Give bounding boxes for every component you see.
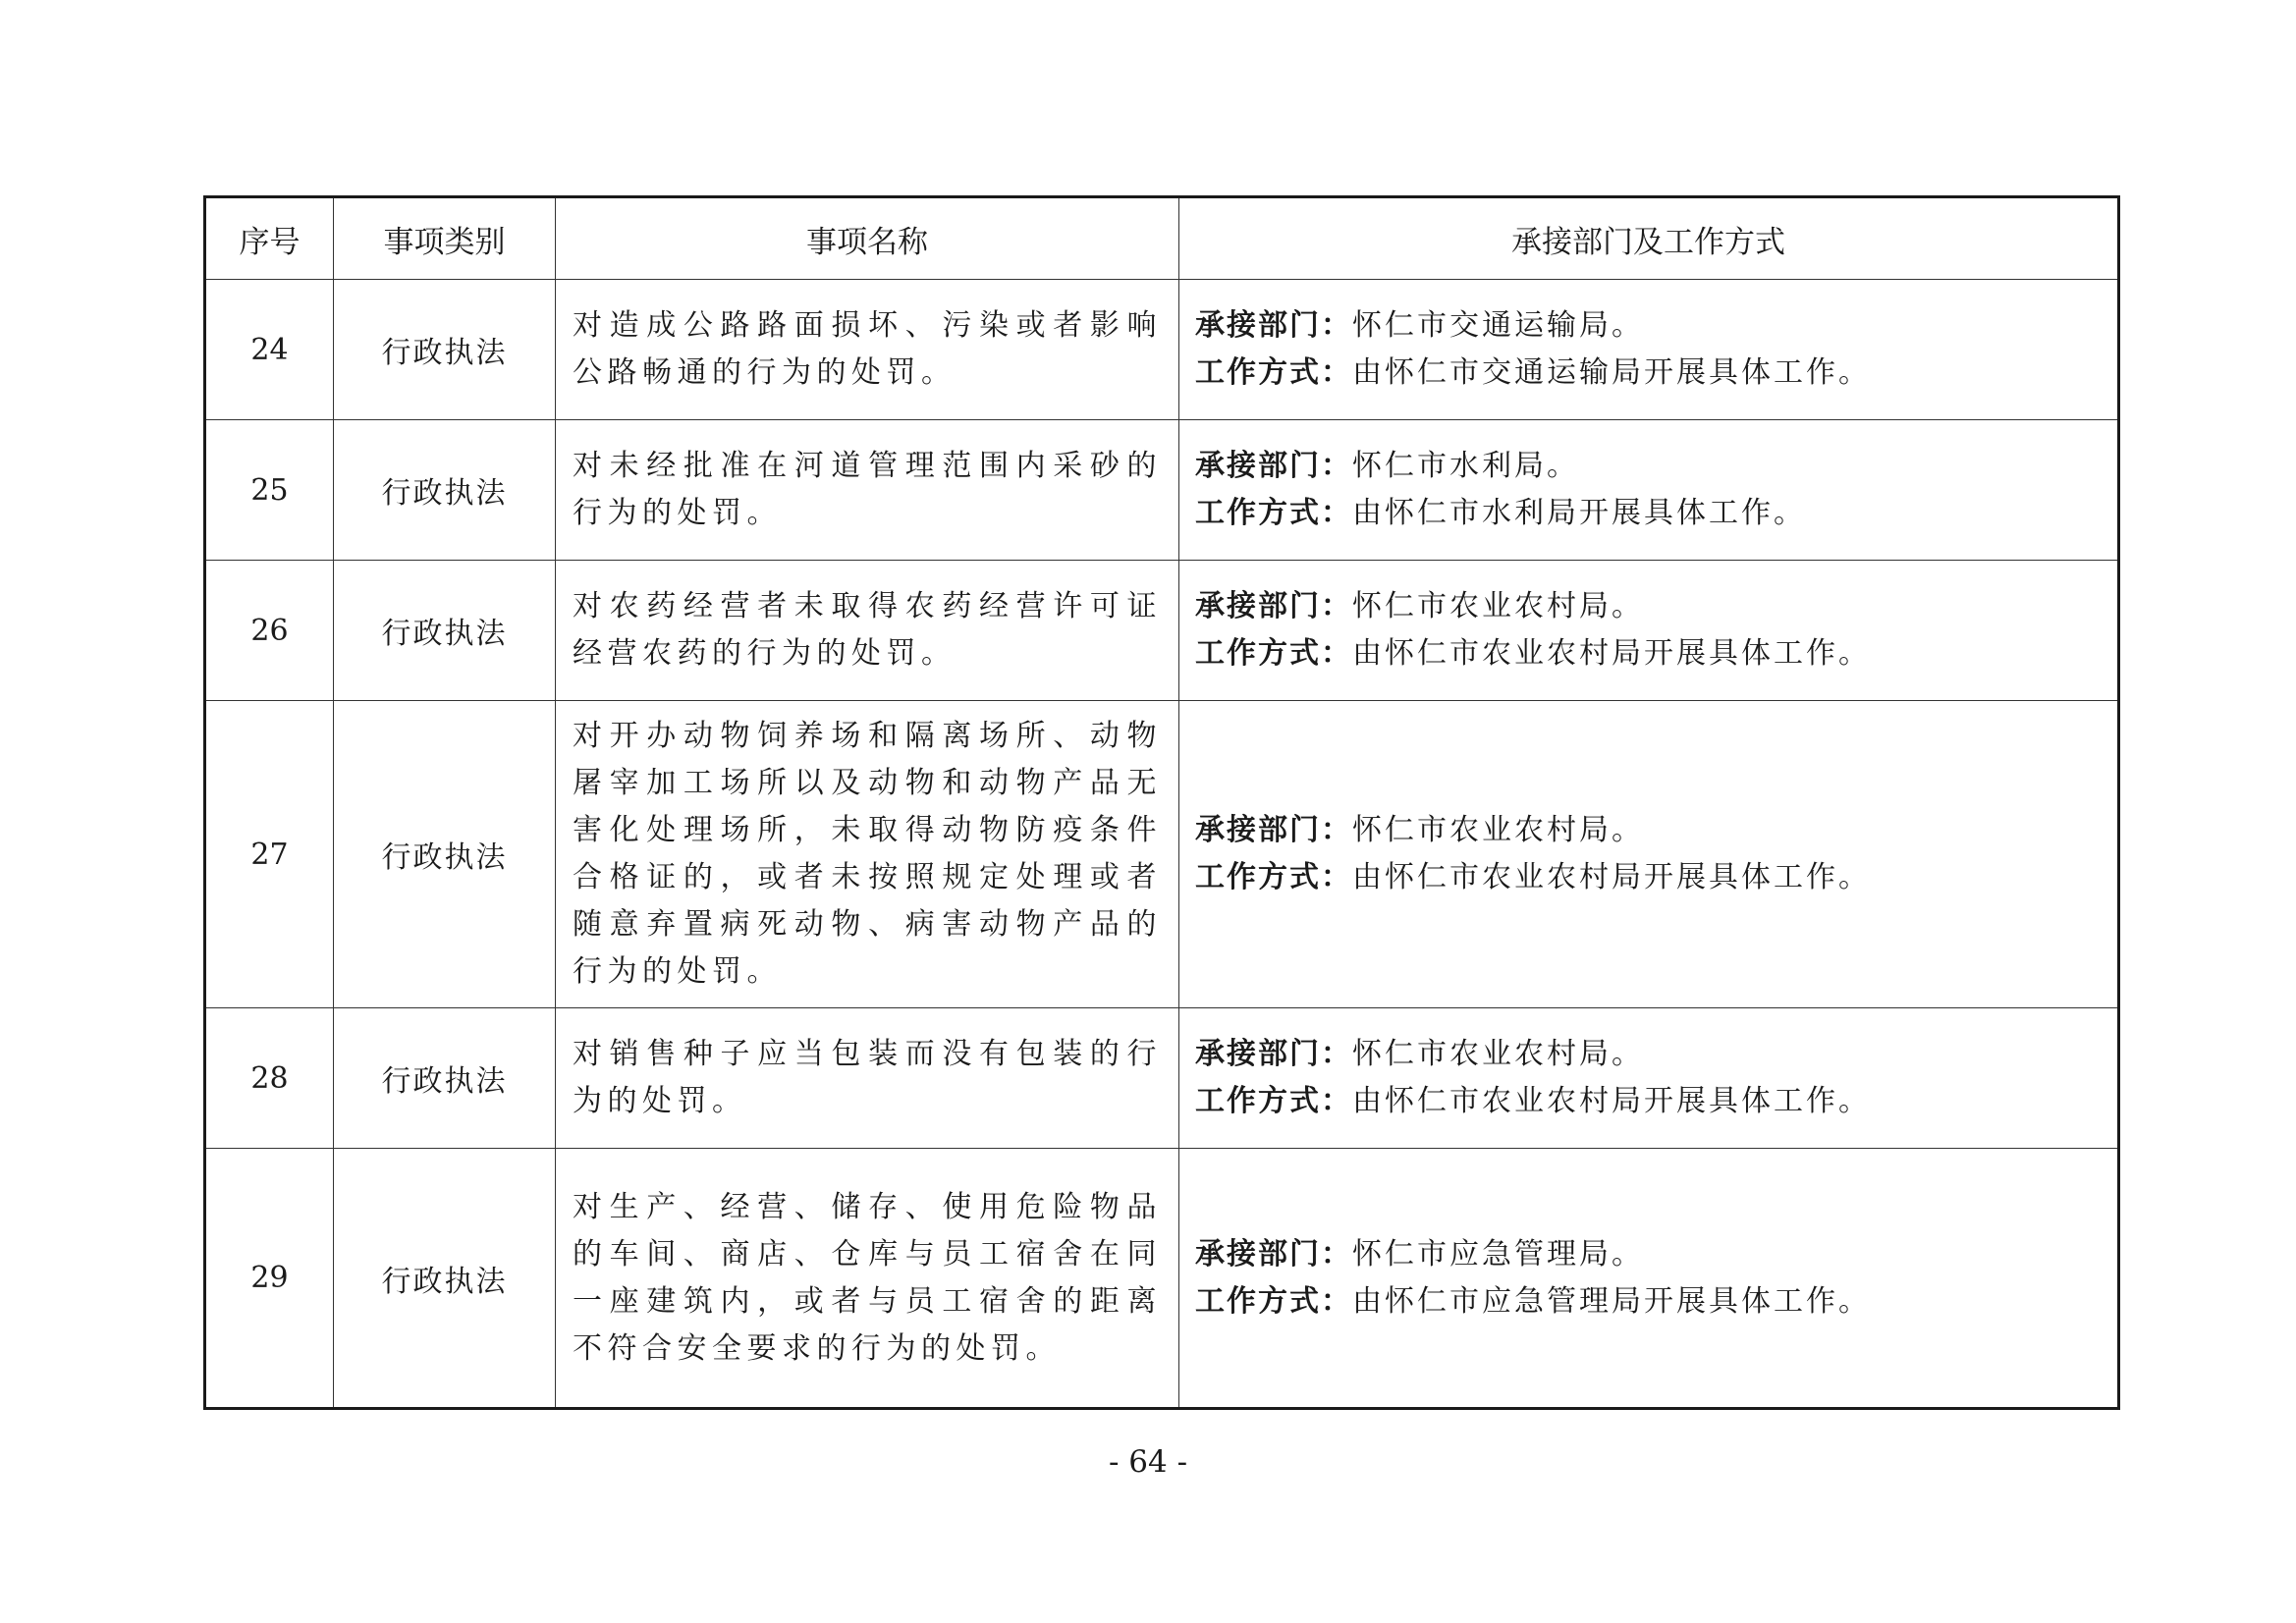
department-line xyxy=(1195,807,2117,854)
method-line xyxy=(1195,1278,2117,1325)
method-label: 工作方式： xyxy=(1195,1084,1352,1118)
department-line xyxy=(1195,443,2117,490)
method-value: 由怀仁市水利局开展具体工作。 xyxy=(1352,496,1806,530)
department-line xyxy=(1195,1031,2117,1078)
method-label: 工作方式： xyxy=(1195,860,1352,894)
row-category: 行政执法 xyxy=(334,1008,556,1149)
department-value: 怀仁市农业农村局。 xyxy=(1352,813,1644,847)
department-label: 承接部门： xyxy=(1195,308,1352,343)
header-number: 序号 xyxy=(205,197,334,280)
row-matter-name: 对未经批准在河道管理范围内采砂的行为的处罚。 xyxy=(556,420,1179,561)
method-line xyxy=(1195,490,2117,537)
matters-table xyxy=(203,195,2120,1410)
department-value: 怀仁市水利局。 xyxy=(1352,449,1579,483)
table-row xyxy=(205,280,2119,420)
table-row xyxy=(205,1149,2119,1409)
department-value: 怀仁市应急管理局。 xyxy=(1352,1236,1644,1271)
row-department-method xyxy=(1179,1149,2119,1409)
method-label: 工作方式： xyxy=(1195,496,1352,530)
method-label: 工作方式： xyxy=(1195,636,1352,671)
row-department-method xyxy=(1179,420,2119,561)
row-department-method xyxy=(1179,280,2119,420)
method-label: 工作方式： xyxy=(1195,355,1352,390)
method-value: 由怀仁市农业农村局开展具体工作。 xyxy=(1352,636,1871,671)
table-row xyxy=(205,561,2119,701)
row-department-method xyxy=(1179,1008,2119,1149)
method-label: 工作方式： xyxy=(1195,1283,1352,1319)
method-line xyxy=(1195,350,2117,397)
row-category: 行政执法 xyxy=(334,420,556,561)
table-row xyxy=(205,701,2119,1008)
row-matter-name: 对销售种子应当包装而没有包装的行为的处罚。 xyxy=(556,1008,1179,1149)
table-row xyxy=(205,1008,2119,1149)
method-line xyxy=(1195,1078,2117,1125)
department-value: 怀仁市农业农村局。 xyxy=(1352,589,1644,623)
table-header-row xyxy=(205,197,2119,280)
header-matter-name: 事项名称 xyxy=(556,197,1179,280)
department-line xyxy=(1195,1231,2117,1278)
department-label: 承接部门： xyxy=(1195,449,1352,483)
department-line xyxy=(1195,583,2117,630)
page-number: - 64 - xyxy=(1108,1444,1188,1480)
method-value: 由怀仁市应急管理局开展具体工作。 xyxy=(1352,1283,1871,1319)
department-value: 怀仁市交通运输局。 xyxy=(1352,308,1644,343)
row-category: 行政执法 xyxy=(334,1149,556,1409)
row-number: 29 xyxy=(205,1149,334,1409)
row-department-method xyxy=(1179,561,2119,701)
row-matter-name: 对生产、经营、储存、使用危险物品的车间、商店、仓库与员工宿舍在同一座建筑内，或者与员工宿舍的距离不符合安全要求的行为的处罚。 xyxy=(556,1149,1179,1409)
header-category: 事项类别 xyxy=(334,197,556,280)
method-value: 由怀仁市农业农村局开展具体工作。 xyxy=(1352,860,1871,894)
department-label: 承接部门： xyxy=(1195,1236,1352,1271)
department-label: 承接部门： xyxy=(1195,589,1352,623)
row-category: 行政执法 xyxy=(334,701,556,1008)
row-number: 28 xyxy=(205,1008,334,1149)
department-label: 承接部门： xyxy=(1195,1037,1352,1071)
header-department-method: 承接部门及工作方式 xyxy=(1179,197,2119,280)
method-line xyxy=(1195,630,2117,677)
department-label: 承接部门： xyxy=(1195,813,1352,847)
row-category: 行政执法 xyxy=(334,280,556,420)
department-value: 怀仁市农业农村局。 xyxy=(1352,1037,1644,1071)
row-matter-name: 对农药经营者未取得农药经营许可证经营农药的行为的处罚。 xyxy=(556,561,1179,701)
method-value: 由怀仁市交通运输局开展具体工作。 xyxy=(1352,355,1871,390)
row-number: 25 xyxy=(205,420,334,561)
table-row xyxy=(205,420,2119,561)
row-department-method xyxy=(1179,701,2119,1008)
row-number: 26 xyxy=(205,561,334,701)
row-category: 行政执法 xyxy=(334,561,556,701)
method-value: 由怀仁市农业农村局开展具体工作。 xyxy=(1352,1084,1871,1118)
department-line xyxy=(1195,302,2117,350)
row-number: 24 xyxy=(205,280,334,420)
row-matter-name: 对开办动物饲养场和隔离场所、动物屠宰加工场所以及动物和动物产品无害化处理场所，未取得动物防疫条件合格证的，或者未按照规定处理或者随意弃置病死动物、病害动物产品的行为的处罚。 xyxy=(556,701,1179,1008)
row-number: 27 xyxy=(205,701,334,1008)
method-line xyxy=(1195,854,2117,901)
row-matter-name: 对造成公路路面损坏、污染或者影响公路畅通的行为的处罚。 xyxy=(556,280,1179,420)
